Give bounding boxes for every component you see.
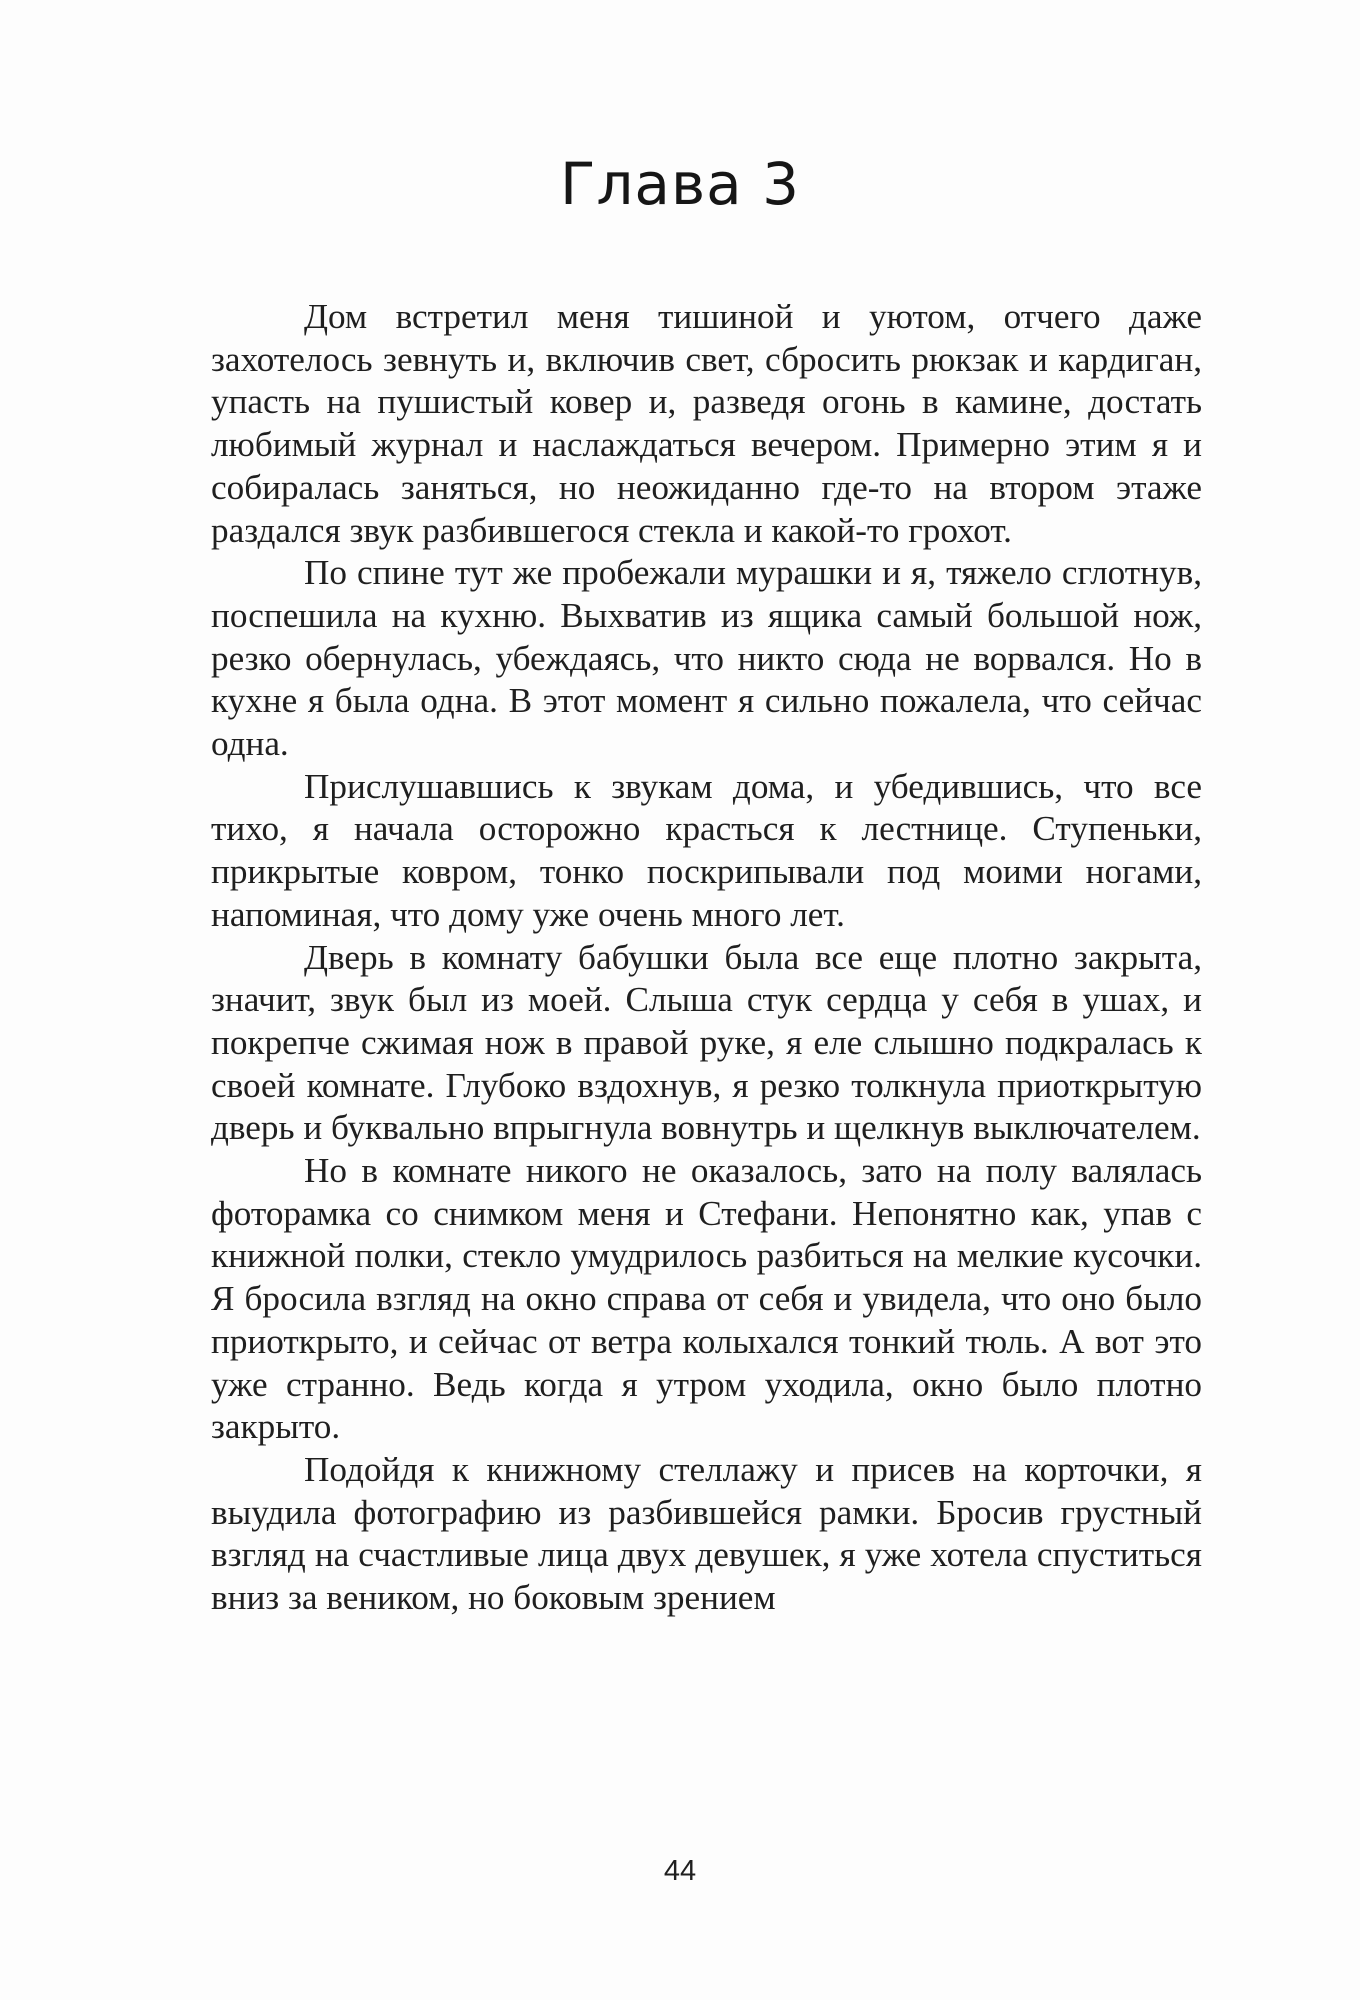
paragraph: По спине тут же пробежали мурашки и я, тяжело сглотнув, поспешила на кухню. Выхватив из ящика самый большой нож, резко обернулась, убеждаясь, что никто сюда не ворвался. Но в кухне я была одна. В этот момент я сильно пожалела, что сейчас одна. <box>211 553 1202 764</box>
paragraph: Дом встретил меня тишиной и уютом, отчего даже захотелось зевнуть и, включив свет, сбросить рюкзак и кардиган, упасть на пушистый ковер и, разведя огонь в камине, достать любимый журнал и наслаждаться вечером. Примерно этим я и собиралась заняться, но неожиданно где-то на втором этаже раздался звук разбившегося стекла и какой-то грохот. <box>211 297 1202 550</box>
page-number: 44 <box>663 1855 697 1887</box>
chapter-body <box>211 296 1202 1620</box>
chapter-title: Глава 3 <box>559 150 801 218</box>
paragraph: Но в комнате никого не оказалось, зато на полу валялась фоторамка со снимком меня и Стефани. Непонятно как, упав с книжной полки, стекло умудрилось разбиться на мелкие кусочки. Я бросила взгляд на окно справа от себя и увидела, что оно было приоткрыто, и сейчас от ветра колыхался тонкий тюль. А вот это уже странно. Ведь когда я утром уходила, окно было плотно закрыто. <box>211 1151 1202 1447</box>
paragraph: Подойдя к книжному стеллажу и присев на корточки, я выудила фотографию из разбившейся рамки. Бросив грустный взгляд на счастливые лица двух девушек, я уже хотела спуститься вниз за веником, но боковым зрением <box>211 1449 1202 1618</box>
paragraph: Дверь в комнату бабушки была все еще плотно закрыта, значит, звук был из моей. Слыша стук сердца у себя в ушах, и покрепче сжимая нож в правой руке, я еле слышно подкралась к своей комнате. Глубоко вздохнув, я резко толкнула приоткрытую дверь и буквально впрыгнула вовнутрь и щелкнув выключателем. <box>211 937 1202 1148</box>
paragraph: Прислушавшись к звукам дома, и убедившись, что все тихо, я начала осторожно красться к лестнице. Ступеньки, прикрытые ковром, тонко поскрипывали под моими ногами, напоминая, что дому уже очень много лет. <box>211 766 1202 934</box>
